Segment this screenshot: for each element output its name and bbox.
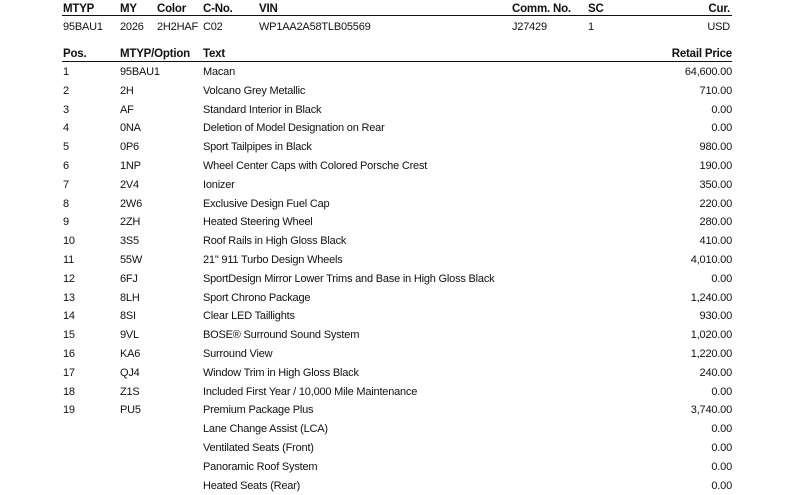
color-label: Color	[157, 3, 187, 15]
row-text: Heated Steering Wheel	[203, 216, 313, 229]
row-option-code: Z1S	[120, 385, 140, 398]
row-option-code: 6FJ	[120, 272, 138, 285]
row-option-code: 3S5	[120, 235, 139, 248]
row-option-code: 55W	[120, 254, 143, 266]
row-text: Exclusive Design Fuel Cap	[203, 197, 330, 210]
c-no-label: C-No.	[203, 3, 233, 15]
row-price: 1,240.00	[690, 291, 732, 304]
row-price: 1,220.00	[690, 348, 732, 360]
row-text: Lane Change Assist (LCA)	[203, 423, 328, 436]
my-label: MY	[120, 3, 137, 15]
row-option-code: AF	[120, 103, 134, 116]
table-row	[0, 101, 795, 119]
row-price: 350.00	[699, 178, 732, 191]
table-row	[0, 326, 795, 344]
table-row	[0, 458, 795, 476]
currency-label: Cur.	[708, 3, 730, 15]
table-row	[0, 364, 795, 382]
table-row	[0, 82, 795, 100]
sc-label: SC	[588, 3, 604, 15]
row-price: 930.00	[699, 310, 732, 323]
table-row	[0, 401, 795, 419]
row-option-code: 0P6	[120, 141, 139, 154]
row-option-code: 95BAU1	[120, 66, 160, 78]
row-option-code: 2V4	[120, 178, 139, 191]
row-price: 220.00	[699, 197, 732, 210]
mtyp-value: 95BAU1	[63, 21, 103, 33]
row-price: 3,740.00	[690, 404, 732, 417]
row-option-code: 0NA	[120, 122, 141, 135]
row-pos: 17	[63, 366, 75, 379]
row-pos: 10	[63, 235, 75, 248]
row-pos: 9	[63, 216, 69, 229]
sc-value: 1	[588, 21, 594, 33]
row-pos: 13	[63, 291, 75, 304]
mtyp-option-header: MTYP/Option	[120, 48, 190, 60]
row-option-code: 9VL	[120, 329, 139, 342]
row-price: 710.00	[699, 84, 732, 97]
table-row	[0, 232, 795, 250]
row-price: 0.00	[711, 385, 732, 398]
c-no-value: C02	[203, 21, 223, 33]
row-option-code: KA6	[120, 348, 141, 360]
row-option-code: 2W6	[120, 197, 143, 210]
my-value: 2026	[120, 21, 144, 33]
table-row	[0, 383, 795, 401]
retail-price-header: Retail Price	[671, 48, 732, 60]
row-text: SportDesign Mirror Lower Trims and Base in High Gloss Black	[203, 272, 495, 285]
currency-value: USD	[707, 21, 730, 33]
table-row	[0, 63, 795, 81]
row-price: 64,600.00	[684, 66, 732, 78]
row-option-code: QJ4	[120, 366, 140, 379]
row-text: Ionizer	[203, 178, 235, 191]
vin-value: WP1AA2A58TLB05569	[259, 21, 371, 33]
table-row	[0, 420, 795, 438]
row-option-code: PU5	[120, 404, 141, 417]
header-divider	[62, 15, 732, 16]
row-text: Standard Interior in Black	[203, 103, 322, 116]
mtyp-label: MTYP	[63, 3, 95, 15]
vin-label: VIN	[259, 3, 278, 15]
row-option-code: 2H	[120, 84, 134, 97]
row-price: 980.00	[699, 141, 732, 154]
vehicle-values-row	[0, 18, 795, 36]
table-row	[0, 439, 795, 457]
row-pos: 14	[63, 310, 75, 323]
row-text: Window Trim in High Gloss Black	[203, 366, 359, 379]
row-text: 21" 911 Turbo Design Wheels	[203, 254, 343, 266]
row-price: 190.00	[699, 160, 732, 172]
row-price: 0.00	[711, 479, 732, 492]
row-pos: 8	[63, 197, 69, 210]
table-row	[0, 138, 795, 156]
row-price: 1,020.00	[690, 329, 732, 342]
row-pos: 6	[63, 160, 69, 172]
table-row	[0, 307, 795, 325]
table-row	[0, 251, 795, 269]
table-row	[0, 157, 795, 175]
table-row	[0, 119, 795, 137]
row-price: 410.00	[699, 235, 732, 248]
row-text: Premium Package Plus	[203, 404, 314, 417]
row-pos: 19	[63, 404, 75, 417]
row-pos: 3	[63, 103, 69, 116]
row-pos: 1	[63, 66, 69, 78]
table-row	[0, 270, 795, 288]
row-text: BOSE® Surround Sound System	[203, 329, 360, 342]
row-price: 0.00	[711, 442, 732, 454]
row-text: Wheel Center Caps with Colored Porsche Crest	[203, 160, 428, 172]
row-pos: 11	[63, 254, 75, 266]
row-option-code: 1NP	[120, 160, 141, 172]
row-pos: 7	[63, 178, 69, 191]
comm-no-label: Comm. No.	[512, 3, 571, 15]
row-pos: 16	[63, 348, 75, 360]
row-text: Ventilated Seats (Front)	[203, 442, 314, 454]
row-option-code: 8SI	[120, 310, 136, 323]
row-text: Roof Rails in High Gloss Black	[203, 235, 347, 248]
color-value: 2H2HAF	[157, 21, 198, 33]
row-pos: 12	[63, 272, 75, 285]
row-text: Macan	[203, 66, 236, 78]
row-option-code: 2ZH	[120, 216, 141, 229]
table-row	[0, 213, 795, 231]
row-price: 0.00	[711, 423, 732, 436]
row-pos: 18	[63, 385, 75, 398]
row-price: 280.00	[699, 216, 732, 229]
row-text: Surround View	[203, 348, 273, 360]
row-price: 0.00	[711, 272, 732, 285]
comm-no-value: J27429	[512, 21, 547, 33]
row-text: Heated Seats (Rear)	[203, 479, 301, 492]
table-row	[0, 289, 795, 307]
row-text: Deletion of Model Designation on Rear	[203, 122, 385, 135]
table-row	[0, 195, 795, 213]
table-row	[0, 345, 795, 363]
row-price: 0.00	[711, 103, 732, 116]
row-price: 240.00	[699, 366, 732, 379]
row-price: 0.00	[711, 122, 732, 135]
options-header-divider	[62, 61, 732, 62]
row-text: Panoramic Roof System	[203, 460, 318, 473]
row-text: Sport Chrono Package	[203, 291, 311, 304]
row-pos: 4	[63, 122, 69, 135]
row-price: 4,010.00	[690, 254, 732, 266]
row-text: Included First Year / 10,000 Mile Maintenance	[203, 385, 418, 398]
pos-header: Pos.	[63, 48, 87, 60]
table-row	[0, 176, 795, 194]
row-text: Volcano Grey Metallic	[203, 84, 306, 97]
row-pos: 5	[63, 141, 69, 154]
row-text: Clear LED Taillights	[203, 310, 295, 323]
row-text: Sport Tailpipes in Black	[203, 141, 312, 154]
row-pos: 2	[63, 84, 69, 97]
text-header: Text	[203, 48, 225, 60]
row-option-code: 8LH	[120, 291, 140, 304]
row-pos: 15	[63, 329, 75, 342]
row-price: 0.00	[711, 460, 732, 473]
